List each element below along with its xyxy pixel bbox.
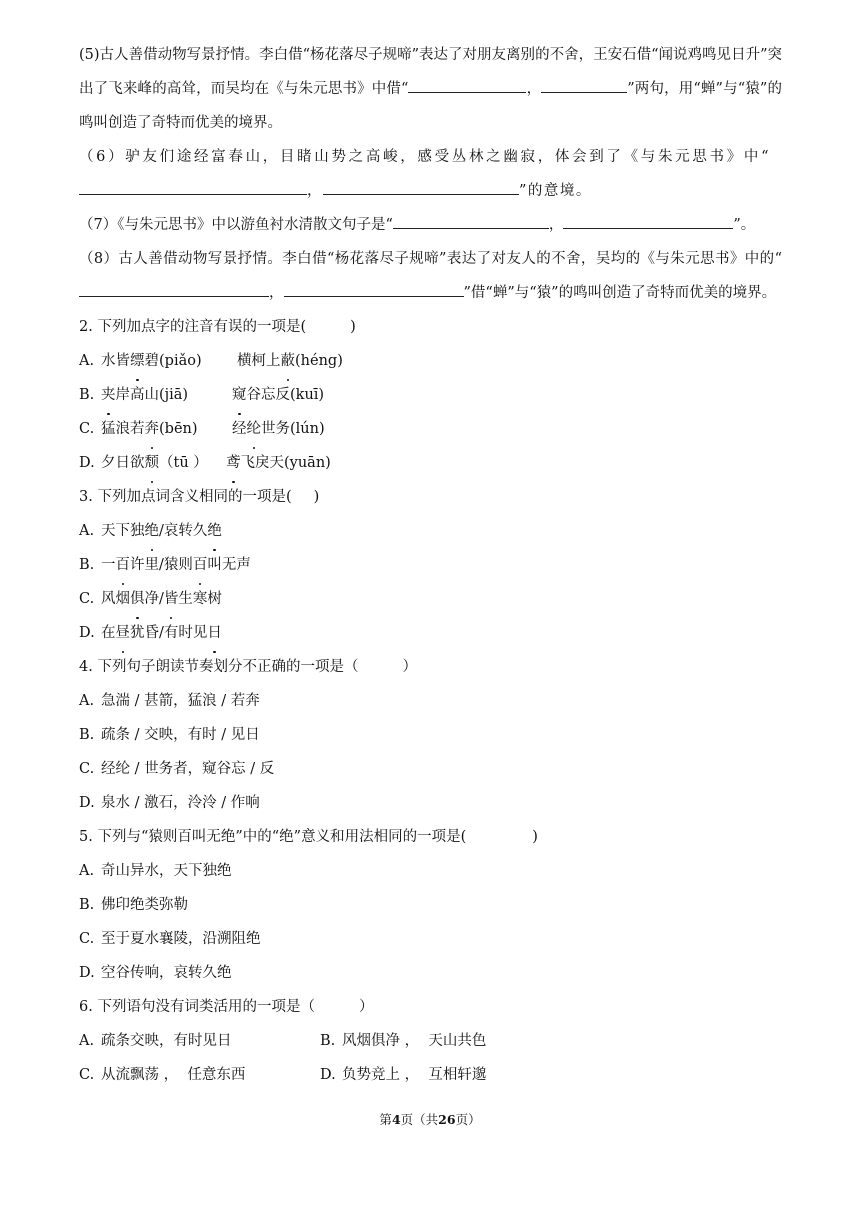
answer-blank[interactable] [541,75,627,93]
dotted-char: 蔽 [281,344,296,378]
q2-option-b-second: 窥谷忘反(kuī) [232,378,324,412]
question-3-stem: 3. 下列加点词含义相同的一项是( ) [79,489,320,505]
q3-option-a[interactable]: A. 天下独绝/哀转久绝 [79,514,782,548]
dotted-char: 昼 [116,616,131,650]
q6-option-c[interactable]: C. 从流飘荡 ， 任意东西 [79,1067,246,1083]
q6-option-d[interactable]: D. 负势竞上 ， 互相轩邈 [320,1067,487,1083]
q2-option-a-second: 横柯上蔽(héng) [237,344,343,378]
dotted-char: 绝 [207,514,222,548]
answer-blank[interactable] [79,279,269,297]
q4-option-a[interactable]: A. 急湍 / 甚箭，猛浪 / 若奔 [79,693,260,709]
q2-option-c-second: 经纶世务(lún) [232,412,325,446]
answer-blank[interactable] [79,177,307,195]
q2-option-c[interactable]: C. 猛浪若奔(bēn) 经纶世务(lún) [79,412,782,446]
q6-option-a[interactable]: A. 疏条交映，有时见日 [79,1033,232,1049]
question-4-stem: 4. 下列句子朗读节奏划分不正确的一项是（ ） [79,659,417,675]
q5-option-b[interactable]: B. 佛印绝类弥勒 [79,897,188,913]
dotted-char: 皆 [164,582,179,616]
q4-option-b[interactable]: B. 疏条 / 交映，有时 / 见日 [79,727,260,743]
q2-option-b[interactable]: B. 夹岸高山(jiā) 窥谷忘反(kuī) [79,378,782,412]
q5-option-c[interactable]: C. 至于夏水襄陵，沿溯阻绝 [79,931,261,947]
q5-option-a[interactable]: A. 奇山异水，天下独绝 [79,863,232,879]
q6-option-b[interactable]: B. 风烟俱净 ， 天山共色 [320,1033,487,1049]
q3-option-d[interactable]: D. 在昼犹昏/有时见日 [79,616,782,650]
dotted-char: 纶 [247,412,262,446]
dotted-char: 俱 [130,582,145,616]
dotted-char: 百 [116,548,131,582]
q2-option-d-second: 鸢飞戾天(yuān) [226,446,331,480]
question-5-stem: 5. 下列与“猿则百叫无绝”中的“绝”意义和用法相同的一项是( ) [79,829,538,845]
q3-option-c[interactable]: C. 风烟俱净/皆生寒树 [79,582,782,616]
q1-item-5: (5)古人善借动物写景抒情。李白借“杨花落尽子规啼”表达了对朋友离别的不舍，王安石借“闻说鸡鸣见日升”突出了飞来峰的高耸，而吴均在《与朱元思书》中借“ ， ”两句，用“蝉”与“猿”的鸣叫创造了奇特而优美的境界。 [79,47,782,131]
exam-page [79,38,782,1092]
q1-item-6: （6）驴友们途经富春山，目睹山势之高峻，感受丛林之幽寂，体会到了《与朱元思书》中“， ”的意境。 [79,149,770,199]
q2-option-d[interactable]: D. 夕日欲颓（tū ） 鸢飞戾天(yuān) [79,446,782,480]
dotted-char: 百 [193,548,208,582]
dotted-char: 鸢 [226,446,241,480]
q1-item-7: （7）《与朱元思书》中以游鱼衬水清散文句子是“ ， ”。 [79,208,782,242]
q6-options-row-2 [79,1058,782,1092]
answer-blank[interactable] [563,211,733,229]
answer-blank[interactable] [284,279,464,297]
dotted-char: 日 [207,616,222,650]
q3-option-b[interactable]: B. 一百许里/猿则百叫无声 [79,548,782,582]
q6-options-row-1 [79,1024,782,1058]
dotted-char: 奔 [145,412,160,446]
q1-item-8: （8）古人善借动物写景抒情。李白借“杨花落尽子规啼”表达了对友人的不舍，吴均的《与朱元思书》中的“， ”借“蝉”与“猿”的鸣叫创造了奇特而优美的境界。 [79,251,782,301]
q4-option-d[interactable]: D. 泉水 / 激石，泠泠 / 作响 [79,795,260,811]
answer-blank[interactable] [408,75,526,93]
q2-option-a[interactable]: A. 水皆缥碧(piǎo) 横柯上蔽(héng) [79,344,782,378]
question-2-stem: 2. 下列加点字的注音有误的一项是( ) [79,319,356,335]
dotted-char: 绝 [145,514,160,548]
dotted-char: 夹 [101,378,116,412]
q5-option-d[interactable]: D. 空谷传响，哀转久绝 [79,965,232,981]
page-total: 26 [438,1112,456,1127]
answer-blank[interactable] [393,211,549,229]
dotted-char: 窥 [232,378,247,412]
page-footer: 第4页（共26页） [379,1112,481,1127]
q4-option-c[interactable]: C. 经纶 / 世务者，窥谷忘 / 反 [79,761,275,777]
answer-blank[interactable] [323,177,519,195]
page-number: 4 [391,1112,401,1127]
dotted-char: 颓 [145,446,160,480]
question-6-stem: 6. 下列语句没有词类活用的一项是（ ） [79,999,374,1015]
dotted-char: 缥 [130,344,145,378]
